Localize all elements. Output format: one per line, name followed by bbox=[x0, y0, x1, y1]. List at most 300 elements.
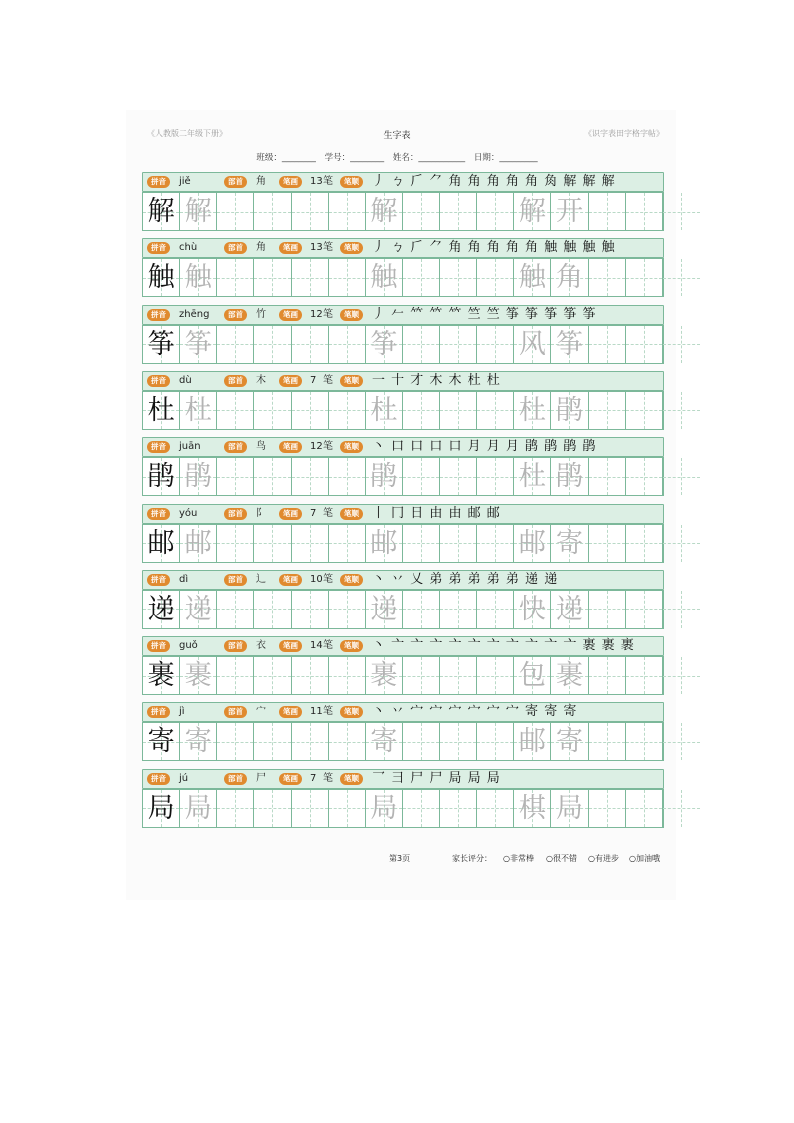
practice-cell[interactable] bbox=[663, 392, 700, 429]
practice-cell[interactable] bbox=[626, 392, 663, 429]
pinyin-text: jiě bbox=[179, 176, 191, 187]
order-tag: 笔顺 bbox=[340, 242, 363, 254]
practice-cell[interactable] bbox=[551, 193, 588, 230]
practice-cell[interactable] bbox=[143, 326, 180, 363]
radical-tag: 部首 bbox=[224, 706, 247, 718]
practice-cell[interactable] bbox=[477, 657, 514, 694]
radical-tag: 部首 bbox=[224, 640, 247, 652]
practice-cell[interactable] bbox=[663, 657, 700, 694]
practice-cell[interactable] bbox=[143, 525, 180, 562]
practice-cell[interactable] bbox=[440, 193, 477, 230]
student-id-field: 学号：________ bbox=[324, 153, 385, 163]
practice-cell[interactable] bbox=[254, 193, 291, 230]
stroke-unit: 笔 bbox=[323, 242, 333, 254]
practice-cell[interactable] bbox=[589, 326, 626, 363]
practice-cell[interactable] bbox=[477, 525, 514, 562]
trace-character: 触 bbox=[370, 262, 398, 294]
pinyin-tag: 拼音 bbox=[147, 309, 170, 321]
book-title: 《人教版二年级下册》 bbox=[147, 129, 227, 138]
character-entry bbox=[142, 172, 664, 230]
trace-character: 角 bbox=[555, 262, 583, 294]
practice-cell[interactable] bbox=[589, 591, 626, 628]
pinyin-tag: 拼音 bbox=[147, 441, 170, 453]
practice-cell[interactable] bbox=[514, 326, 551, 363]
model-character: 裹 bbox=[147, 660, 175, 692]
order-tag: 笔顺 bbox=[340, 375, 363, 387]
trace-character: 邮 bbox=[184, 527, 212, 559]
practice-cell[interactable] bbox=[180, 657, 217, 694]
practice-cell[interactable] bbox=[626, 591, 663, 628]
rating-option-keep-going[interactable]: ○加油哦 bbox=[629, 854, 660, 863]
pinyin-tag: 拼音 bbox=[147, 706, 170, 718]
practice-cell[interactable] bbox=[440, 591, 477, 628]
trace-character: 杜 bbox=[370, 394, 398, 426]
trace-character: 快 bbox=[518, 593, 546, 625]
stroke-count: 14 bbox=[310, 640, 323, 652]
model-character: 杜 bbox=[147, 394, 175, 426]
practice-cell[interactable] bbox=[477, 326, 514, 363]
strokes-tag: 笔画 bbox=[279, 242, 302, 254]
rating-option-progress[interactable]: ○有进步 bbox=[588, 854, 619, 863]
trace-character: 包 bbox=[518, 660, 546, 692]
practice-cell[interactable] bbox=[477, 458, 514, 495]
practice-cell[interactable] bbox=[366, 193, 403, 230]
info-bar bbox=[142, 570, 664, 590]
radical-tag: 部首 bbox=[224, 176, 247, 188]
practice-cell[interactable] bbox=[403, 259, 440, 296]
practice-cell[interactable] bbox=[589, 657, 626, 694]
practice-cell[interactable] bbox=[292, 193, 329, 230]
practice-cell[interactable] bbox=[366, 259, 403, 296]
practice-cell[interactable] bbox=[663, 326, 700, 363]
strokes-tag: 笔画 bbox=[279, 574, 302, 586]
radical-text: 辶 bbox=[256, 573, 266, 585]
model-character: 递 bbox=[147, 593, 175, 625]
character-entry bbox=[142, 504, 664, 562]
practice-cell[interactable] bbox=[477, 790, 514, 827]
practice-cell[interactable] bbox=[440, 525, 477, 562]
practice-cell[interactable] bbox=[292, 657, 329, 694]
strokes-tag: 笔画 bbox=[279, 176, 302, 188]
practice-cell[interactable] bbox=[589, 790, 626, 827]
practice-cell[interactable] bbox=[440, 326, 477, 363]
character-entry bbox=[142, 570, 664, 628]
radical-tag: 部首 bbox=[224, 773, 247, 785]
practice-cell[interactable] bbox=[217, 525, 254, 562]
trace-character: 递 bbox=[184, 593, 212, 625]
practice-cell[interactable] bbox=[403, 723, 440, 760]
practice-cell[interactable] bbox=[477, 591, 514, 628]
stroke-order: 丿 𠂉 𥫗 𥫗 𥫗 竺 竺 筝 筝 筝 筝 筝 bbox=[372, 306, 597, 322]
info-bar bbox=[142, 504, 664, 524]
practice-cell[interactable] bbox=[366, 790, 403, 827]
order-tag: 笔顺 bbox=[340, 309, 363, 321]
order-tag: 笔顺 bbox=[340, 706, 363, 718]
radical-text: 宀 bbox=[256, 706, 266, 718]
practice-cell[interactable] bbox=[440, 657, 477, 694]
info-bar bbox=[142, 371, 664, 391]
practice-cell[interactable] bbox=[292, 392, 329, 429]
pinyin-tag: 拼音 bbox=[147, 508, 170, 520]
practice-cell[interactable] bbox=[217, 591, 254, 628]
character-entry bbox=[142, 238, 664, 296]
stroke-count: 13 bbox=[310, 176, 323, 187]
character-entry bbox=[142, 702, 664, 760]
practice-cell[interactable] bbox=[143, 259, 180, 296]
trace-character: 鹃 bbox=[370, 461, 398, 493]
trace-character: 邮 bbox=[518, 527, 546, 559]
practice-cell[interactable] bbox=[254, 259, 291, 296]
practice-cell[interactable] bbox=[589, 193, 626, 230]
pinyin-text: dì bbox=[179, 573, 189, 585]
info-bar bbox=[142, 238, 664, 258]
practice-cell[interactable] bbox=[217, 790, 254, 827]
radical-text: 衣 bbox=[256, 640, 266, 652]
trace-character: 杜 bbox=[518, 394, 546, 426]
practice-cell[interactable] bbox=[551, 591, 588, 628]
practice-cell[interactable] bbox=[589, 458, 626, 495]
trace-character: 触 bbox=[184, 262, 212, 294]
stroke-count: 10 bbox=[310, 573, 323, 585]
practice-cell[interactable] bbox=[551, 326, 588, 363]
series-title: 《识字表田字格字帖》 bbox=[584, 129, 664, 138]
stroke-order: 丶 口 口 口 口 月 月 月 鹃 鹃 鹃 鹃 bbox=[372, 439, 597, 455]
practice-cell[interactable] bbox=[514, 259, 551, 296]
practice-cell[interactable] bbox=[254, 458, 291, 495]
model-character: 寄 bbox=[147, 726, 175, 758]
practice-cell[interactable] bbox=[626, 326, 663, 363]
stroke-unit: 笔 bbox=[323, 573, 333, 585]
practice-cell[interactable] bbox=[403, 193, 440, 230]
pinyin-text: juān bbox=[179, 441, 201, 453]
radical-tag: 部首 bbox=[224, 441, 247, 453]
practice-cell[interactable] bbox=[626, 657, 663, 694]
pinyin-text: jú bbox=[179, 772, 189, 784]
practice-cell[interactable] bbox=[180, 392, 217, 429]
practice-cell[interactable] bbox=[329, 657, 366, 694]
stroke-count: 7 bbox=[310, 374, 317, 386]
trace-character: 筝 bbox=[184, 328, 212, 360]
stroke-unit: 笔 bbox=[323, 374, 333, 386]
practice-cell[interactable] bbox=[292, 525, 329, 562]
stroke-unit: 笔 bbox=[323, 772, 333, 784]
practice-cell[interactable] bbox=[551, 259, 588, 296]
practice-cell[interactable] bbox=[626, 458, 663, 495]
rating-option-excellent[interactable]: ○非常棒 bbox=[503, 854, 534, 863]
practice-cell[interactable] bbox=[254, 392, 291, 429]
trace-character: 鹃 bbox=[555, 394, 583, 426]
practice-cell[interactable] bbox=[514, 193, 551, 230]
practice-cell[interactable] bbox=[589, 392, 626, 429]
stroke-order: 丿 ㄅ 𠂆 ⺈ 角 角 角 角 角 触 触 触 触 bbox=[372, 240, 616, 256]
practice-cell[interactable] bbox=[217, 458, 254, 495]
order-tag: 笔顺 bbox=[340, 441, 363, 453]
stroke-unit: 笔 bbox=[323, 640, 333, 652]
practice-cell[interactable] bbox=[514, 392, 551, 429]
practice-cell[interactable] bbox=[514, 790, 551, 827]
trace-character: 寄 bbox=[555, 726, 583, 758]
practice-cell[interactable] bbox=[551, 657, 588, 694]
radical-text: 角 bbox=[256, 176, 266, 187]
practice-cell[interactable] bbox=[514, 525, 551, 562]
practice-cell[interactable] bbox=[217, 657, 254, 694]
practice-cell[interactable] bbox=[589, 525, 626, 562]
practice-cell[interactable] bbox=[663, 525, 700, 562]
radical-text: 竹 bbox=[256, 308, 266, 320]
stroke-count: 7 bbox=[310, 507, 317, 519]
practice-cell[interactable] bbox=[514, 723, 551, 760]
pinyin-text: guǒ bbox=[179, 640, 198, 652]
practice-cell[interactable] bbox=[366, 392, 403, 429]
trace-character: 局 bbox=[184, 792, 212, 824]
stroke-order: 丶 丷 乂 弟 弟 弟 弟 弟 递 递 bbox=[372, 571, 559, 587]
practice-cell[interactable] bbox=[329, 392, 366, 429]
practice-cell[interactable] bbox=[440, 458, 477, 495]
practice-cell[interactable] bbox=[292, 259, 329, 296]
trace-character: 解 bbox=[518, 196, 546, 227]
practice-cell[interactable] bbox=[180, 591, 217, 628]
trace-character: 邮 bbox=[370, 527, 398, 559]
practice-cell[interactable] bbox=[329, 326, 366, 363]
practice-cell[interactable] bbox=[143, 790, 180, 827]
model-character: 解 bbox=[147, 196, 175, 227]
practice-cell[interactable] bbox=[366, 591, 403, 628]
pinyin-text: yóu bbox=[179, 507, 198, 519]
practice-cell[interactable] bbox=[217, 259, 254, 296]
stroke-count: 13 bbox=[310, 242, 323, 254]
pinyin-text: chù bbox=[179, 242, 198, 254]
practice-cell[interactable] bbox=[180, 723, 217, 760]
model-character: 邮 bbox=[147, 527, 175, 559]
trace-character: 裹 bbox=[370, 660, 398, 692]
practice-cell[interactable] bbox=[626, 525, 663, 562]
practice-cell[interactable] bbox=[254, 326, 291, 363]
stroke-order: 乛 ⺕ 尸 尸 局 局 局 bbox=[372, 770, 501, 786]
practice-cell[interactable] bbox=[551, 392, 588, 429]
strokes-tag: 笔画 bbox=[279, 375, 302, 387]
rating-option-good[interactable]: ○很不错 bbox=[546, 854, 577, 863]
practice-cell[interactable] bbox=[329, 525, 366, 562]
practice-cell[interactable] bbox=[180, 525, 217, 562]
radical-tag: 部首 bbox=[224, 375, 247, 387]
practice-cell[interactable] bbox=[217, 193, 254, 230]
practice-cell[interactable] bbox=[551, 723, 588, 760]
practice-cell[interactable] bbox=[626, 790, 663, 827]
practice-cell[interactable] bbox=[403, 392, 440, 429]
radical-tag: 部首 bbox=[224, 309, 247, 321]
practice-cell[interactable] bbox=[477, 259, 514, 296]
practice-grid bbox=[142, 590, 664, 629]
trace-character: 触 bbox=[518, 262, 546, 294]
practice-grid bbox=[142, 789, 664, 828]
practice-cell[interactable] bbox=[180, 193, 217, 230]
practice-cell[interactable] bbox=[366, 326, 403, 363]
trace-character: 筝 bbox=[370, 328, 398, 360]
practice-cell[interactable] bbox=[254, 723, 291, 760]
stroke-count: 12 bbox=[310, 308, 323, 320]
practice-cell[interactable] bbox=[217, 326, 254, 363]
practice-cell[interactable] bbox=[329, 458, 366, 495]
practice-cell[interactable] bbox=[514, 458, 551, 495]
practice-cell[interactable] bbox=[440, 790, 477, 827]
pinyin-text: dù bbox=[179, 374, 192, 386]
practice-cell[interactable] bbox=[403, 657, 440, 694]
practice-cell[interactable] bbox=[440, 723, 477, 760]
name-field: 姓名：___________ bbox=[392, 153, 466, 163]
practice-cell[interactable] bbox=[217, 392, 254, 429]
practice-cell[interactable] bbox=[403, 458, 440, 495]
stroke-order: 一 十 才 木 木 杜 杜 bbox=[372, 372, 501, 388]
character-entry bbox=[142, 305, 664, 363]
practice-cell[interactable] bbox=[626, 259, 663, 296]
trace-character: 风 bbox=[518, 328, 546, 360]
practice-cell[interactable] bbox=[477, 723, 514, 760]
model-character: 鹃 bbox=[147, 461, 175, 493]
practice-cell[interactable] bbox=[589, 259, 626, 296]
pinyin-tag: 拼音 bbox=[147, 773, 170, 785]
stroke-order: 丿 ㄅ 𠂆 ⺈ 角 角 角 角 角 𧢲 解 解 解 bbox=[372, 174, 616, 189]
practice-grid bbox=[142, 325, 664, 364]
practice-cell[interactable] bbox=[440, 259, 477, 296]
practice-cell[interactable] bbox=[180, 458, 217, 495]
practice-cell[interactable] bbox=[292, 458, 329, 495]
practice-cell[interactable] bbox=[180, 259, 217, 296]
radical-text: 角 bbox=[256, 242, 266, 254]
pinyin-tag: 拼音 bbox=[147, 640, 170, 652]
practice-cell[interactable] bbox=[366, 525, 403, 562]
practice-cell[interactable] bbox=[626, 723, 663, 760]
order-tag: 笔顺 bbox=[340, 176, 363, 188]
stroke-count: 11 bbox=[310, 706, 323, 718]
trace-character: 解 bbox=[370, 196, 398, 227]
practice-grid bbox=[142, 722, 664, 761]
trace-character: 解 bbox=[184, 196, 212, 227]
practice-cell[interactable] bbox=[663, 591, 700, 628]
practice-grid bbox=[142, 391, 664, 430]
character-entry bbox=[142, 437, 664, 495]
practice-cell[interactable] bbox=[292, 790, 329, 827]
info-bar bbox=[142, 702, 664, 722]
practice-cell[interactable] bbox=[403, 591, 440, 628]
practice-cell[interactable] bbox=[292, 723, 329, 760]
trace-character: 局 bbox=[370, 792, 398, 824]
practice-cell[interactable] bbox=[180, 790, 217, 827]
stroke-order: 丶 丷 宀 宀 宀 宀 宀 宀 寄 寄 寄 bbox=[372, 704, 578, 720]
trace-character: 杜 bbox=[184, 394, 212, 426]
practice-cell[interactable] bbox=[292, 326, 329, 363]
practice-cell[interactable] bbox=[292, 591, 329, 628]
practice-cell[interactable] bbox=[366, 458, 403, 495]
trace-character: 鹃 bbox=[184, 461, 212, 493]
order-tag: 笔顺 bbox=[340, 508, 363, 520]
practice-grid bbox=[142, 192, 664, 231]
practice-cell[interactable] bbox=[440, 392, 477, 429]
radical-text: 阝 bbox=[256, 507, 266, 519]
practice-cell[interactable] bbox=[254, 657, 291, 694]
practice-cell[interactable] bbox=[551, 525, 588, 562]
strokes-tag: 笔画 bbox=[279, 706, 302, 718]
stroke-order: 丶 亠 亠 亠 亠 亠 亠 亠 亠 亠 亠 裹 裹 裹 bbox=[372, 638, 635, 654]
practice-cell[interactable] bbox=[254, 591, 291, 628]
practice-cell[interactable] bbox=[514, 591, 551, 628]
practice-cell[interactable] bbox=[143, 193, 180, 230]
practice-cell[interactable] bbox=[254, 525, 291, 562]
trace-character: 寄 bbox=[555, 527, 583, 559]
practice-cell[interactable] bbox=[143, 723, 180, 760]
practice-cell[interactable] bbox=[143, 392, 180, 429]
practice-cell[interactable] bbox=[514, 657, 551, 694]
class-field: 班级：________ bbox=[256, 153, 316, 163]
date-field: 日期：_________ bbox=[473, 153, 538, 163]
stroke-unit: 笔 bbox=[323, 441, 333, 453]
character-entry bbox=[142, 636, 664, 694]
info-bar bbox=[142, 172, 664, 192]
practice-cell[interactable] bbox=[366, 723, 403, 760]
practice-cell[interactable] bbox=[143, 458, 180, 495]
practice-cell[interactable] bbox=[626, 193, 663, 230]
practice-cell[interactable] bbox=[329, 790, 366, 827]
practice-cell[interactable] bbox=[180, 326, 217, 363]
stroke-order: 丨 冂 日 由 由 邮 邮 bbox=[372, 505, 501, 521]
practice-cell[interactable] bbox=[663, 458, 700, 495]
practice-cell[interactable] bbox=[663, 259, 700, 296]
radical-tag: 部首 bbox=[224, 508, 247, 520]
practice-cell[interactable] bbox=[477, 193, 514, 230]
practice-cell[interactable] bbox=[329, 591, 366, 628]
practice-cell[interactable] bbox=[366, 657, 403, 694]
pinyin-tag: 拼音 bbox=[147, 375, 170, 387]
order-tag: 笔顺 bbox=[340, 574, 363, 586]
order-tag: 笔顺 bbox=[340, 773, 363, 785]
page-title: 生字表 bbox=[383, 131, 411, 141]
practice-cell[interactable] bbox=[403, 326, 440, 363]
practice-cell[interactable] bbox=[143, 657, 180, 694]
character-entry bbox=[142, 769, 664, 827]
practice-cell[interactable] bbox=[551, 458, 588, 495]
stroke-unit: 笔 bbox=[323, 308, 333, 320]
stroke-unit: 笔 bbox=[323, 706, 333, 718]
strokes-tag: 笔画 bbox=[279, 309, 302, 321]
model-character: 筝 bbox=[147, 328, 175, 360]
pinyin-text: jì bbox=[179, 706, 185, 718]
practice-cell[interactable] bbox=[663, 193, 700, 230]
order-tag: 笔顺 bbox=[340, 640, 363, 652]
practice-cell[interactable] bbox=[589, 723, 626, 760]
practice-cell[interactable] bbox=[663, 790, 700, 827]
practice-cell[interactable] bbox=[663, 723, 700, 760]
practice-cell[interactable] bbox=[551, 790, 588, 827]
trace-character: 裹 bbox=[555, 660, 583, 692]
stroke-unit: 笔 bbox=[323, 507, 333, 519]
trace-character: 递 bbox=[555, 593, 583, 625]
practice-cell[interactable] bbox=[477, 392, 514, 429]
practice-grid bbox=[142, 524, 664, 563]
practice-cell[interactable] bbox=[217, 723, 254, 760]
practice-cell[interactable] bbox=[403, 790, 440, 827]
practice-cell[interactable] bbox=[329, 193, 366, 230]
practice-grid bbox=[142, 258, 664, 297]
trace-character: 裹 bbox=[184, 660, 212, 692]
practice-cell[interactable] bbox=[143, 591, 180, 628]
strokes-tag: 笔画 bbox=[279, 508, 302, 520]
character-entry bbox=[142, 371, 664, 429]
student-info-line bbox=[0, 151, 794, 163]
practice-cell[interactable] bbox=[329, 723, 366, 760]
pinyin-tag: 拼音 bbox=[147, 242, 170, 254]
practice-cell[interactable] bbox=[329, 259, 366, 296]
practice-cell[interactable] bbox=[254, 790, 291, 827]
practice-cell[interactable] bbox=[403, 525, 440, 562]
